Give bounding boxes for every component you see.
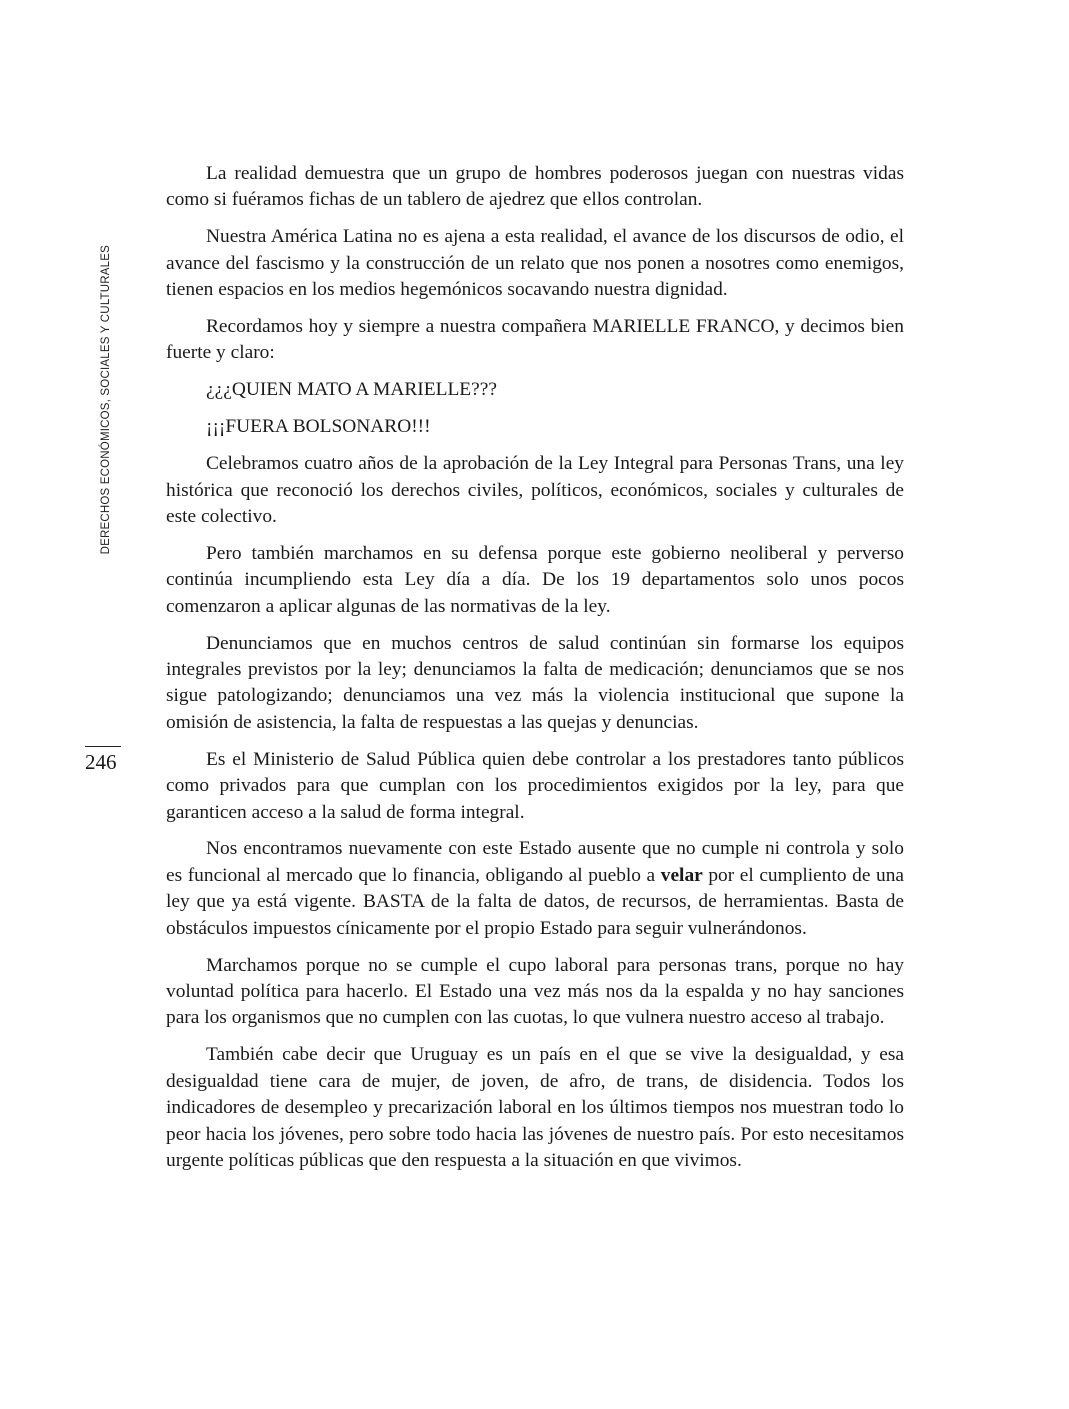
paragraph: Nuestra América Latina no es ajena a esta realidad, el avance de los discursos de odio, el avance del fascismo y la construcción de un relato que nos ponen a nosotres como enemigos, tienen espacios en los medios hegemónicos socavando nuestra dignidad.: [166, 226, 904, 301]
paragraph: También cabe decir que Uruguay es un país en el que se vive la desigualdad, y esa desigualdad tiene cara de mujer, de joven, de afro, de trans, de disidencia. Todos los indicadores de desempleo y precarización laboral en los últimos tiempos nos muestran todo lo peor hacia los jóvenes, pero sobre todo hacia las jóvenes de nuestro país. Por esto necesitamos urgente políticas públicas que den respuesta a la situación en que vivimos.: [166, 1044, 904, 1171]
slogan-marielle: ¿¿¿QUIEN MATO A MARIELLE???: [206, 379, 497, 401]
paragraph: Es el Ministerio de Salud Pública quien debe controlar a los prestadores tanto públicos como privados para que cumplan con los procedimientos exigidos por la ley, para que garanticen acceso a la salud de forma integral.: [166, 748, 904, 823]
paragraph: [166, 836, 904, 942]
page-number: 246: [85, 750, 117, 774]
paragraph: Denunciamos que en muchos centros de salud continúan sin formarse los equipos integrales previstos por la ley; denunciamos la falta de medicación; denunciamos que se nos sigue patologizando; denunciamos una vez más la violencia institucional que supone la omisión de asistencia, la falta de respuestas a las quejas y denuncias.: [166, 632, 904, 733]
page-number-rule: [85, 746, 121, 747]
body-text: [166, 161, 904, 1185]
paragraph-text: por el cumpliento de una ley que ya está vigente. BASTA de la falta de datos, de recursos, de herramientas. Basta de obstáculos impuestos cínicamente por el propio Estado para seguir vulnerándonos.: [166, 864, 905, 939]
paragraph: Pero también marchamos en su defensa porque este gobierno neoliberal y perverso continúa incumpliendo esta Ley día a día. De los 19 departamentos solo unos pocos comenzaron a aplicar algunas de las normativas de la ley.: [166, 542, 904, 617]
paragraph: Marchamos porque no se cumple el cupo laboral para personas trans, porque no hay voluntad política para hacerlo. El Estado una vez más nos da la espalda y no hay sanciones para los organismos que no cumplen con las cuotas, lo que vulnera nuestro acceso al trabajo.: [166, 954, 904, 1029]
running-head: DERECHOS ECONÓMICOS, SOCIALES Y CULTURALES: [100, 245, 112, 555]
paragraph: Celebramos cuatro años de la aprobación de la Ley Integral para Personas Trans, una ley histórica que reconoció los derechos civiles, políticos, económicos, sociales y culturales de este colectivo.: [166, 453, 904, 527]
paragraph: La realidad demuestra que un grupo de hombres poderosos juegan con nuestras vidas como si fuéramos fichas de un tablero de ajedrez que ellos controlan.: [166, 163, 904, 211]
paragraph: Recordamos hoy y siempre a nuestra compañera MARIELLE FRANCO, y decimos bien fuerte y claro:: [166, 316, 904, 364]
slogan-bolsonaro: ¡¡¡FUERA BOLSONARO!!!: [206, 416, 431, 438]
emphasis-velar: velar: [660, 864, 703, 886]
paragraph-text: Nos encontramos nuevamente con este Estado ausente que no cumple ni controla y solo es funcional al mercado que lo financia, obligando al pueblo a: [166, 838, 904, 886]
